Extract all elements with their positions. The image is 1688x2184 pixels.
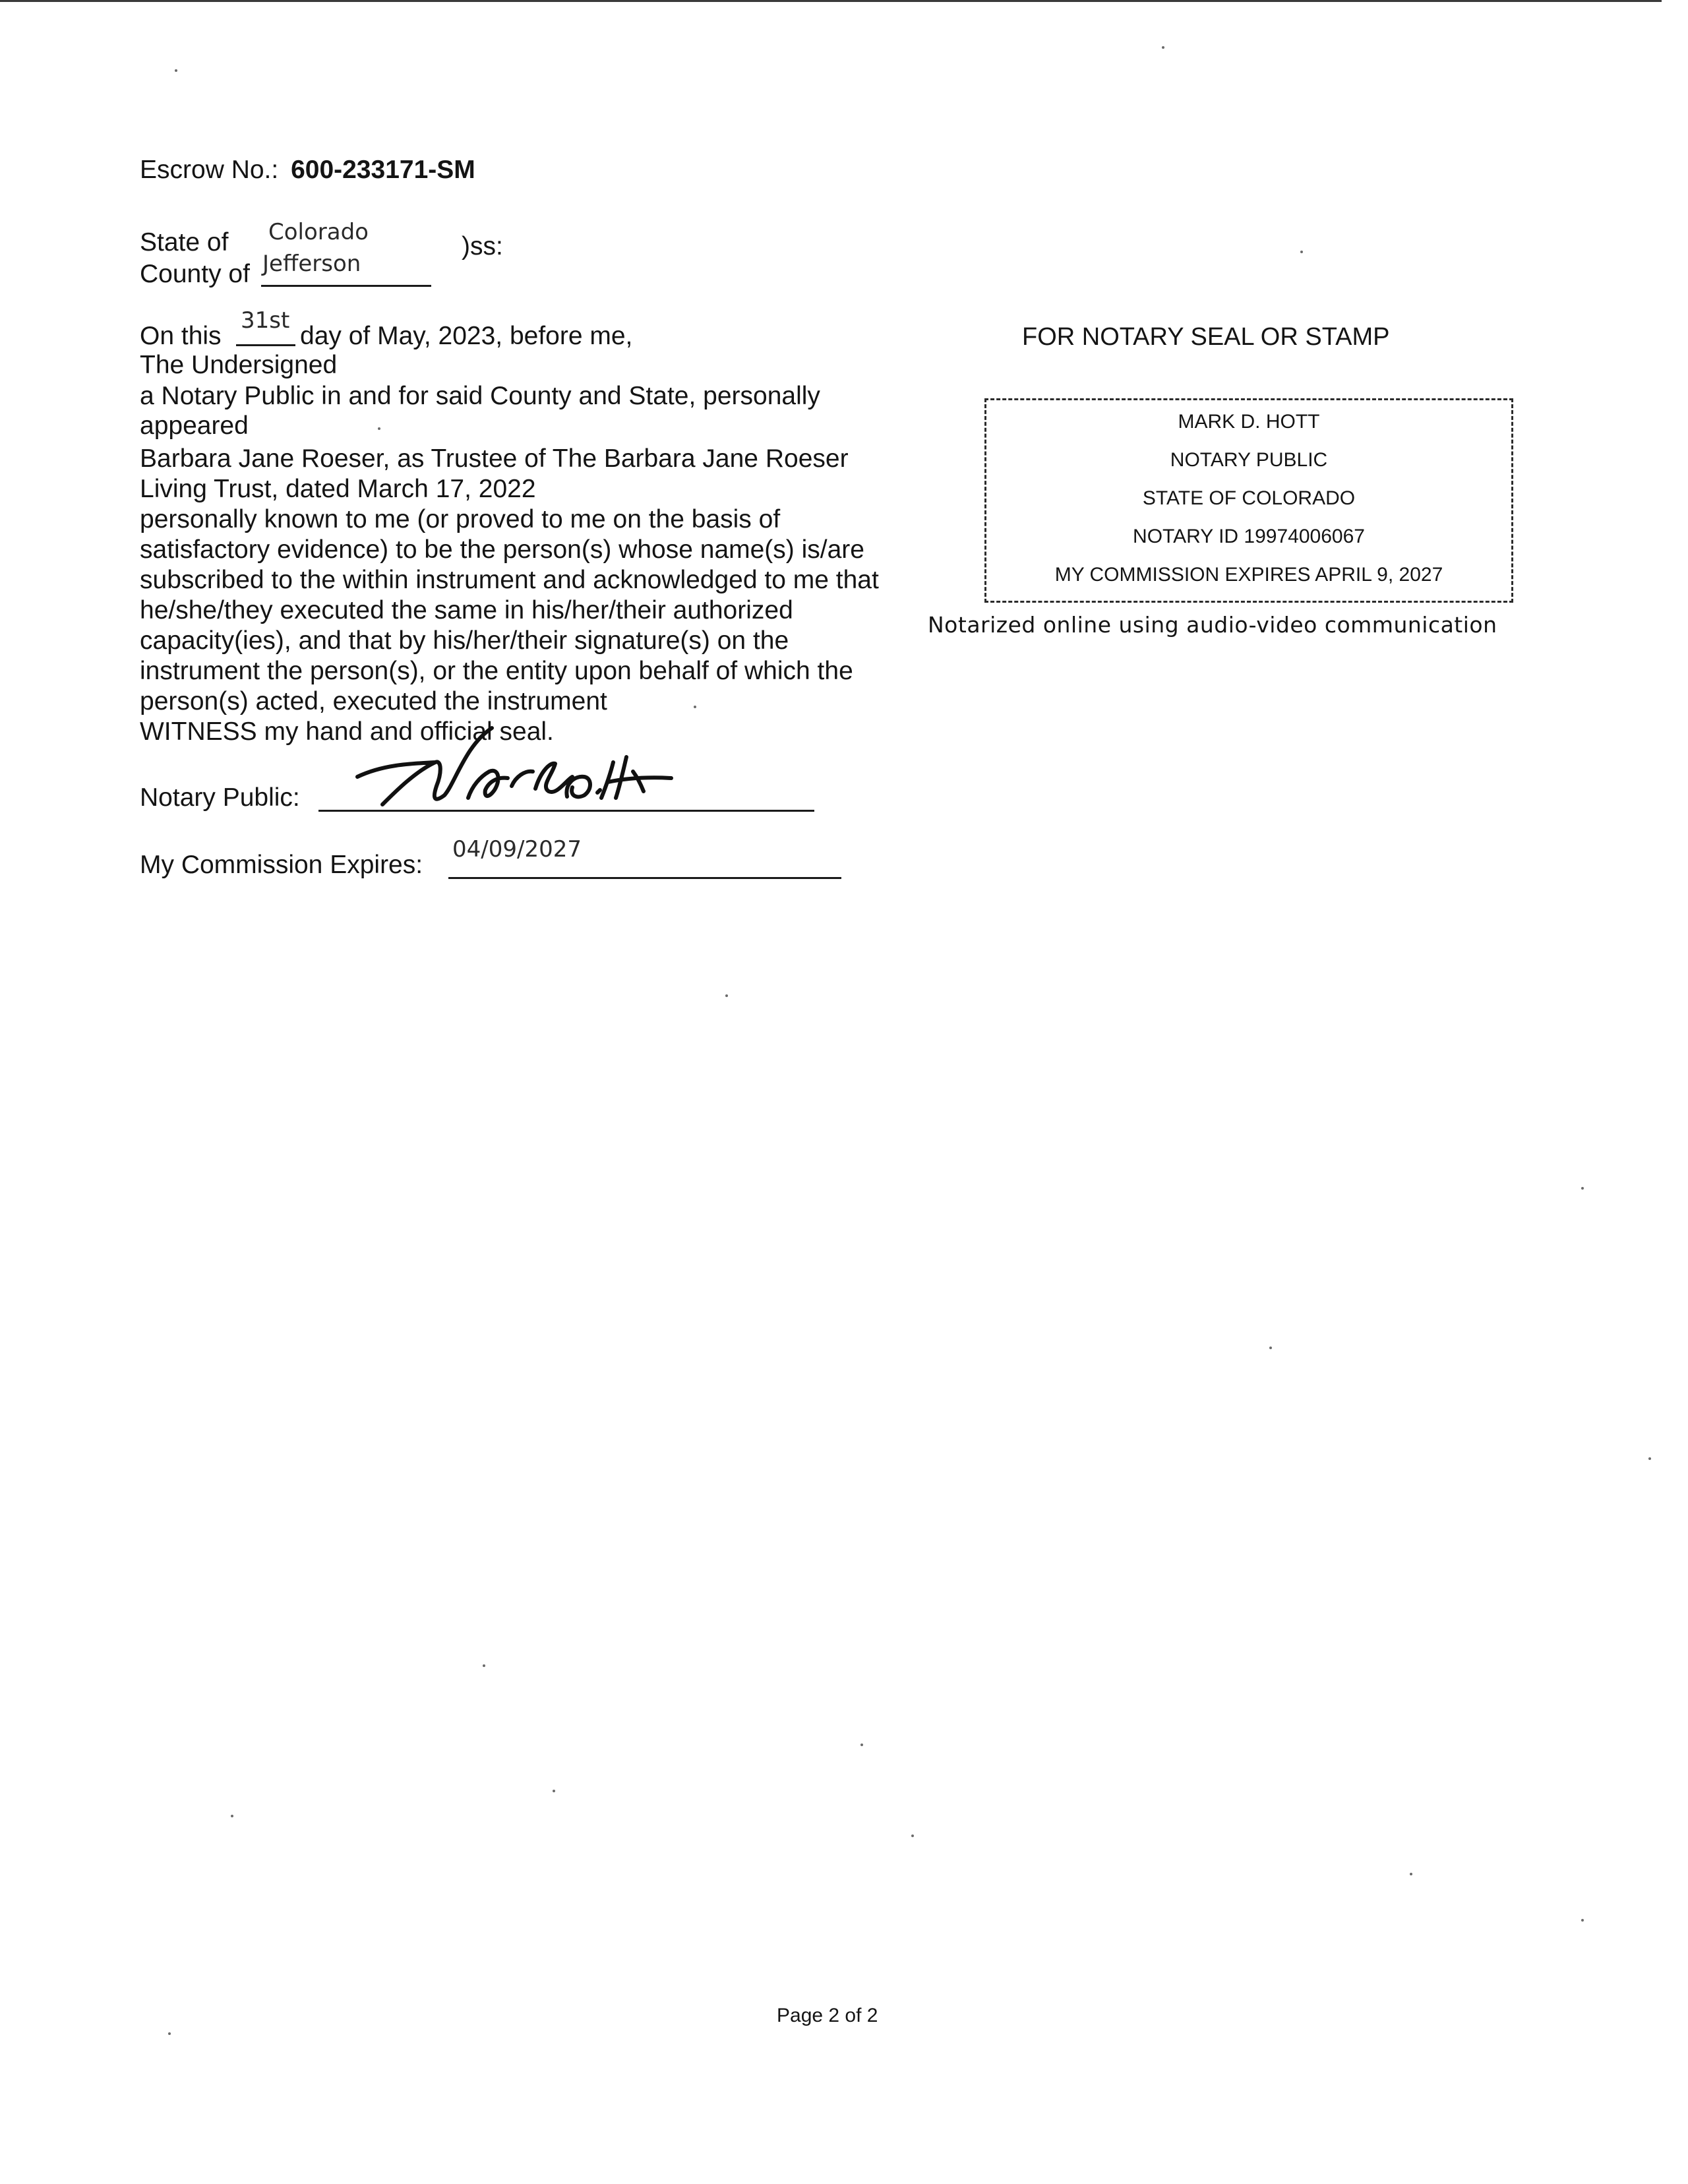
day-rest-text: day of May, 2023, before me, (300, 322, 633, 350)
scan-speck (725, 994, 728, 997)
ack-line-8: subscribed to the within instrument and acknowledged to me that (140, 566, 879, 594)
scan-speck (175, 69, 177, 72)
ack-line-13: WITNESS my hand and official seal. (140, 717, 554, 746)
online-notarization-note: Notarized online using audio-video communication (928, 612, 1497, 638)
scan-speck (168, 2032, 171, 2035)
commission-underline (448, 877, 841, 879)
scan-speck (378, 427, 380, 430)
ack-line-1: The Undersigned (140, 351, 338, 379)
stamp-line-3: STATE OF COLORADO (1142, 487, 1356, 509)
scan-speck (1269, 1347, 1272, 1349)
ack-line-9: he/she/they executed the same in his/her/their authorized (140, 596, 793, 624)
notary-stamp (984, 398, 1513, 603)
stamp-line-5: MY COMMISSION EXPIRES APRIL 9, 2027 (1054, 564, 1443, 586)
escrow-label: Escrow No.: (140, 156, 279, 184)
scan-speck (1410, 1873, 1412, 1875)
ss-label: )ss: (462, 232, 503, 260)
scan-speck (1581, 1187, 1584, 1190)
stamp-line-1: MARK D. HOTT (1178, 411, 1320, 433)
notary-signature (343, 699, 686, 831)
scan-speck (860, 1744, 863, 1746)
scan-speck (1162, 46, 1164, 49)
ack-line-10: capacity(ies), and that by his/her/their signature(s) on the (140, 626, 789, 655)
ack-line-11: instrument the person(s), or the entity upon behalf of which the (140, 657, 853, 685)
scan-speck (1581, 1919, 1584, 1922)
ack-line-6: personally known to me (or proved to me on the basis of (140, 505, 781, 533)
scan-speck (231, 1815, 233, 1817)
ack-line-12: person(s) acted, executed the instrument (140, 687, 607, 715)
commission-value: 04/09/2027 (452, 836, 582, 863)
notary-public-label: Notary Public: (140, 783, 300, 812)
day-underline (236, 344, 295, 346)
ack-line-3: appeared (140, 411, 249, 440)
top-border-line (0, 0, 1662, 2)
escrow-line (140, 154, 475, 186)
on-this-label: On this (140, 322, 222, 350)
commission-label: My Commission Expires: (140, 851, 423, 879)
seal-heading: FOR NOTARY SEAL OR STAMP (1022, 323, 1390, 351)
escrow-number: 600-233171-SM (291, 156, 475, 184)
county-value: Jefferson (262, 251, 361, 277)
ack-line-7: satisfactory evidence) to be the person(s) whose name(s) is/are (140, 535, 864, 564)
state-value: Colorado (268, 219, 369, 245)
scan-speck (483, 1664, 485, 1667)
stamp-line-4: NOTARY ID 19974006067 (1133, 526, 1365, 547)
ack-line-2: a Notary Public in and for said County and State, personally (140, 382, 820, 410)
ack-line-4: Barbara Jane Roeser, as Trustee of The Barbara Jane Roeser (140, 444, 849, 473)
scan-speck (911, 1835, 914, 1837)
ack-line-5: Living Trust, dated March 17, 2022 (140, 475, 536, 503)
county-underline (261, 285, 431, 287)
scan-speck (1300, 251, 1303, 253)
stamp-line-2: NOTARY PUBLIC (1170, 449, 1328, 471)
scan-speck (1648, 1457, 1651, 1460)
county-label: County of (140, 260, 250, 288)
page-number: Page 2 of 2 (777, 2005, 878, 2026)
state-label: State of (140, 228, 229, 257)
scan-speck (553, 1790, 555, 1792)
day-value: 31st (241, 307, 290, 334)
scan-speck (694, 706, 696, 708)
